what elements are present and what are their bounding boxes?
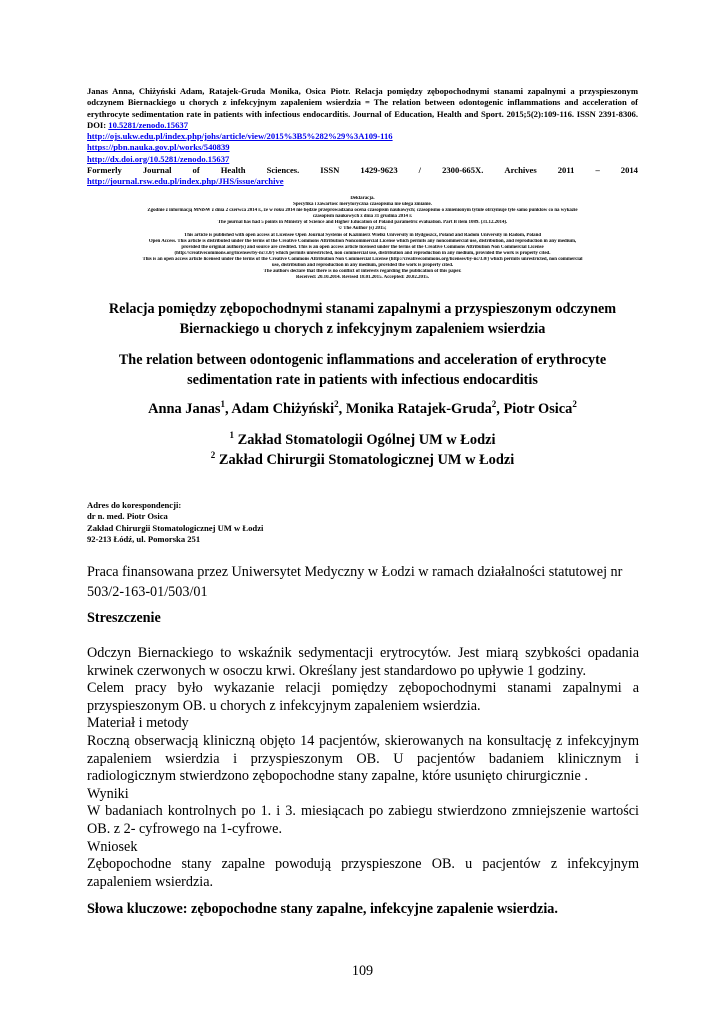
author-name: Monika Ratajek-Gruda (345, 401, 492, 417)
abstract-paragraph: Zębopochodne stany zapalne powodują przyspieszone OB. u pacjentów z infekcyjnym zapaleniem wsierdzia. (87, 856, 639, 890)
author-affiliation-mark: 2 (491, 399, 497, 410)
abstract-subheading: Materiał i metody (87, 715, 189, 732)
declaration-line: The authors declare that there is no conflict of interests regarding the publication of this paper. (263, 269, 462, 275)
formerly-line (87, 165, 638, 176)
title-english: The relation between odontogenic inflammations and acceleration of erythrocyte sedimentation rate in patients with infectious endocarditis (118, 352, 607, 388)
author-separator: , (225, 401, 232, 417)
declaration-line: use, distribution and reproduction in any medium, provided the work is properly cited. (271, 263, 454, 269)
affiliation-number: 2 (210, 450, 216, 461)
author-affiliation-mark: 2 (334, 399, 339, 410)
formerly-word: 2011 (557, 165, 575, 176)
formerly-word: of (192, 165, 200, 176)
declaration-line: provided the original author(s) and source are credited. This is an open access article licensed under the terms of the Creative Commons Attribution Non Commercial License (181, 244, 544, 250)
funding-note: Praca finansowana przez Uniwersytet Medyczny w Łodzi w ramach działalności statutowej nr 503/2-163-01/503/01 (87, 564, 623, 600)
abstract-subheading: Wniosek (87, 838, 138, 855)
declaration-line: Received: 20.10.2014. Revised 18.01.2015. Accepted: 20.02.2015. (295, 275, 430, 281)
correspondence-line: Zakład Chirurgii Stomatologicznej UM w Łodzi (87, 522, 264, 533)
formerly-word: Sciences. (266, 165, 300, 176)
author-affiliation-mark: 1 (220, 399, 225, 410)
affiliation-text: Zakład Stomatologii Ogólnej UM w Łodzi (234, 432, 496, 448)
declaration-line: The journal has had 5 points in Ministry of Science and Higher Education of Poland parametric evaluation. Part B item 1089. (31.12.2014). (217, 220, 508, 226)
pbn-link[interactable]: https://pbn.nauka.gov.pl/works/540839 (87, 142, 230, 153)
formerly-word: 1429-9623 (360, 165, 398, 176)
abstract-paragraph: W badaniach kontrolnych po 1. i 3. miesiącach po zabiegu stwierdzono zmniejszenie wartości OB. z 2- cyfrowego na 1-cyfrowe. (87, 803, 639, 837)
correspondence-line: 92-213 Łódź, ul. Pomorska 251 (87, 534, 201, 545)
abstract-paragraph: Celem pracy było wykazanie relacji pomiędzy zębopochodnymi stanami zapalnymi a przyspieszonym OB. u chorych z infekcyjnym zapaleniem wsierdzia. (87, 680, 639, 714)
declaration-line: © The Author (s) 2015; (338, 226, 387, 232)
page-number: 109 (351, 963, 374, 979)
author-list (87, 398, 638, 420)
correspondence-block (87, 500, 387, 546)
author-separator: , (338, 401, 346, 417)
title-polish: Relacja pomiędzy zębopochodnymi stanami zapalnymi a przyspieszonym odczynem Biernackiego u chorych z infekcyjnym zapaleniem wsierdzia (108, 301, 617, 337)
formerly-word: 2300-665X. (442, 165, 484, 176)
declaration-line: czasopism naukowych z dnia 31 grudnia 2014 r. (312, 214, 413, 220)
affiliation-text: Zakład Chirurgii Stomatologicznej UM w Łodzi (215, 452, 515, 468)
author-name: Piotr Osica (503, 401, 573, 417)
declaration-line: Deklaracja. (350, 196, 375, 201)
formerly-word: Formerly (87, 165, 122, 176)
citation-block (87, 86, 638, 188)
declaration-line: (http://creativecommons.org/licenses/by-nc/3.0/) which permits unrestricted, non commercial use, distribution and reproduction in any medium, provided the work is properly cited. (174, 250, 551, 256)
ojs-link[interactable]: http://ojs.ukw.edu.pl/index.php/johs/article/view/2015%3B5%282%29%3A109-116 (87, 131, 393, 142)
correspondence-line: dr n. med. Piotr Osica (87, 511, 168, 522)
declaration-line: Zgodnie z informacją MNiSW z dnia 2 czerwca 2014 r., że w roku 2014 nie będzie przeprowadzana ocena czasopism naukowych; czasopismo o zmienionym tytule otrzymuje tyle samo punktów co na wykazie (147, 208, 578, 214)
doi-link[interactable]: 10.5281/zenodo.15637 (108, 119, 188, 130)
declaration-line: This is an open access article licensed under the terms of the Creative Commons Attribution Non Commercial License (http://creativecommons.org/licenses/by-nc/3.0/) which permits unrestricted, non commercial (142, 256, 583, 262)
formerly-word: Journal (142, 165, 172, 176)
formerly-word: 2014 (620, 165, 638, 176)
abstract-heading: Streszczenie (87, 610, 161, 626)
formerly-word: Health (220, 165, 246, 176)
declaration-block (55, 196, 670, 281)
formerly-word: ISSN (320, 165, 340, 176)
affiliation-number: 1 (229, 430, 235, 441)
dx-doi-link[interactable]: http://dx.doi.org/10.5281/zenodo.15637 (87, 153, 230, 164)
author-affiliation-mark: 2 (572, 399, 577, 410)
abstract-subheading: Wyniki (87, 785, 129, 802)
keywords: Słowa kluczowe: zębopochodne stany zapalne, infekcyjne zapalenie wsierdzia. (87, 901, 558, 917)
formerly-word: Archives (504, 165, 537, 176)
citation-text: Janas Anna, Chiżyński Adam, Ratajek-Gruda Monika, Osica Piotr. Relacja pomiędzy zębopochodnymi stanami zapalnymi a przyspieszonym odczynem Biernackiego u chorych z infekcyjnym zapaleniem wsierdzia = The relation between odontogenic inflammations and acceleration of erythrocyte sedimentation rate in patients with infectious endocarditis. Journal of Education, Health and Sport. 2015;5(2):109-116. ISSN 2391-8306. DOI: (87, 86, 638, 130)
formerly-word: / (418, 165, 422, 176)
affiliation-2 (87, 450, 638, 470)
archive-link[interactable]: http://journal.rsw.edu.pl/index.php/JHS/issue/archive (87, 176, 284, 187)
author-separator: , (496, 401, 504, 417)
declaration-line: Open Access. This article is distributed under the terms of the Creative Commons Attribution Noncommercial License which permits any noncommercial use, distribution, and reproduction in any medium, (148, 238, 577, 244)
abstract-paragraph: Odczyn Biernackiego to wskaźnik sedymentacji erytrocytów. Jest miarą szybkości opadania krwinek czerwonych w osoczu krwi. Określany jest standardowo po upływie 1 godziny. (87, 645, 639, 679)
declaration-line: This article is published with open access at Licensee Open Journal Systems of Kazimierz Wielki University in Bydgoszcz, Poland and Radom University in Radom, Poland (183, 232, 542, 238)
declaration-line: Specyfika i zawartość merytoryczna czasopisma nie ulega zmianie. (293, 202, 432, 208)
author-name: Adam Chiżyński (231, 401, 335, 417)
abstract-body (87, 645, 639, 891)
author-name: Anna Janas (148, 401, 221, 417)
affiliation-1 (87, 430, 638, 450)
formerly-word: – (595, 165, 600, 176)
abstract-paragraph: Roczną obserwacją kliniczną objęto 14 pacjentów, skierowanych na konsultację z infekcyjnym zapaleniem wsierdzia i przyspieszonym OB. U pacjentów badaniem klinicznym i radiologicznym stwierdzono zębopochodne stany zapalne, które usunięto chirurgicznie . (87, 732, 639, 785)
correspondence-line: Adres do korespondencji: (87, 500, 182, 510)
